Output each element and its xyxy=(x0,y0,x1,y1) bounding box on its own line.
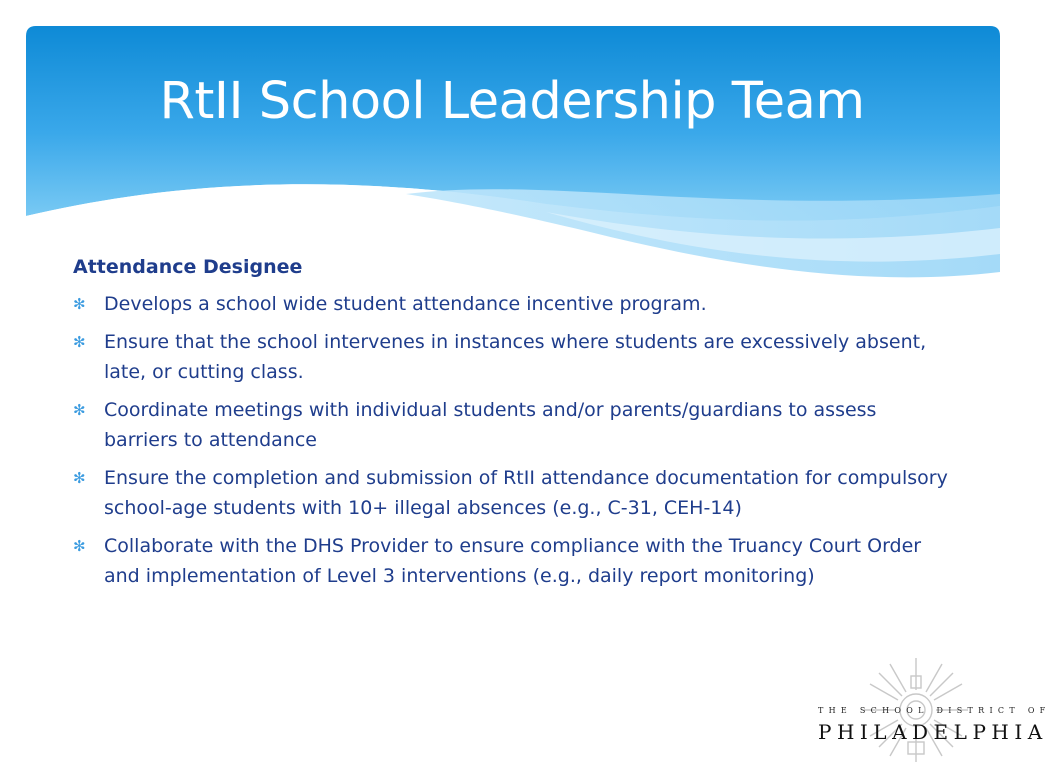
bullet-item xyxy=(73,289,953,319)
header-banner xyxy=(26,26,1000,290)
bullet-text: Ensure that the school intervenes in instances where students are excessively absent, late, or cutting class. xyxy=(104,331,927,383)
asterisk-bullet-icon: ✻ xyxy=(73,333,86,351)
asterisk-bullet-icon: ✻ xyxy=(73,295,86,313)
asterisk-bullet-icon: ✻ xyxy=(73,469,86,487)
asterisk-bullet-icon: ✻ xyxy=(73,401,86,419)
logo-subtitle: THE SCHOOL DISTRICT OF xyxy=(818,706,1051,715)
bullet-text: Coordinate meetings with individual students and/or parents/guardians to assess barriers to attendance xyxy=(104,399,877,451)
bullet-text: Ensure the completion and submission of RtII attendance documentation for compulsory school-age students with 10+ illegal absences (e.g., C-31, CEH-14) xyxy=(104,467,948,519)
content-body xyxy=(73,254,953,599)
slide-title: RtII School Leadership Team xyxy=(159,72,865,131)
section-heading: Attendance Designee xyxy=(73,256,303,278)
bullet-item xyxy=(73,531,953,591)
logo-name: PHILADELPHIA xyxy=(818,720,1048,744)
bullet-text: Develops a school wide student attendance incentive program. xyxy=(104,293,707,315)
bullet-item xyxy=(73,395,953,455)
bullet-item xyxy=(73,463,953,523)
asterisk-bullet-icon: ✻ xyxy=(73,537,86,555)
bullet-list xyxy=(73,289,953,591)
bullet-text: Collaborate with the DHS Provider to ensure compliance with the Truancy Court Order and implementation of Level 3 interventions (e.g., daily report monitoring) xyxy=(104,535,922,587)
district-logo xyxy=(818,654,1051,766)
bullet-item xyxy=(73,327,953,387)
